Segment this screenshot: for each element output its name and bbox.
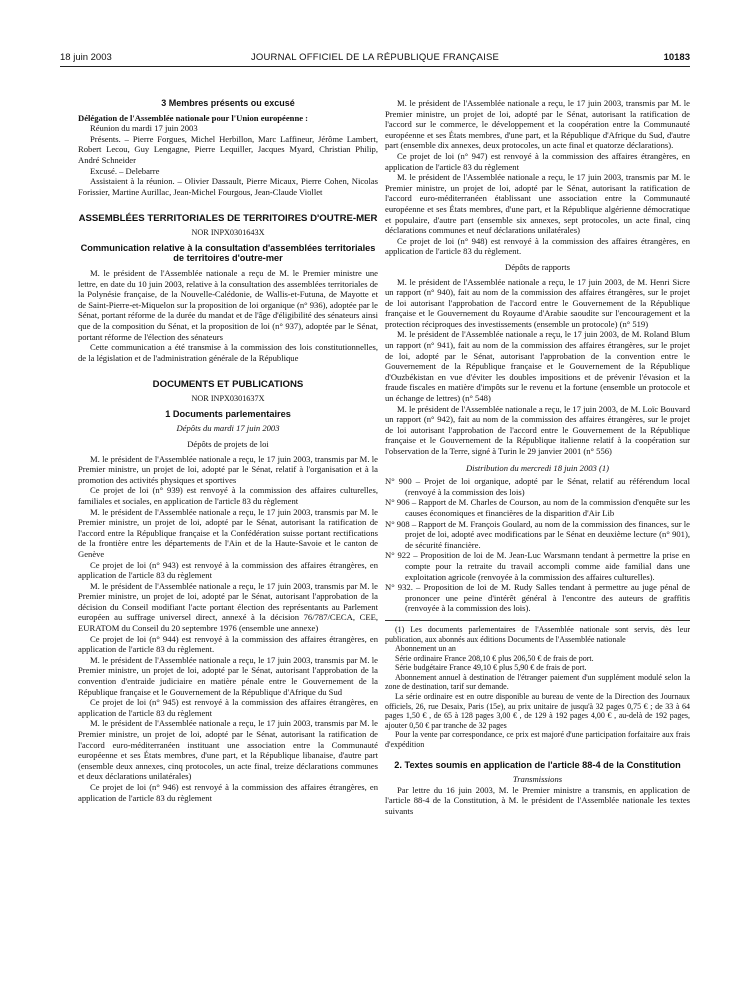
- footnote-text: Pour la vente par correspondance, ce prix est majoré d'une participation forfaitaire aux frais d'expédition: [385, 730, 690, 750]
- paragraph: Ce projet de loi (n° 948) est renvoyé à la commission des affaires étrangères, en application de l'article 83 du règlement.: [385, 235, 690, 257]
- footnote: [385, 620, 690, 750]
- footnote-text: Abonnement un an: [395, 644, 456, 654]
- paragraph: M. le président de l'Assemblée nationale a reçu, le 17 juin 2003, de M. Loïc Bouvard un rapport (n° 942), fait au nom de la commission des affaires étrangères, sur le projet de loi autorisant l'approbation de l'accord entre le Gouvernement de la République française et le Gouvernement de la République italienne relatif à la coopération sur l'observation de la Terre, signé à Turin le 29 janvier 2001 (n° 556): [385, 403, 690, 456]
- paragraph: Ce projet de loi (n° 947) est renvoyé à la commission des affaires étrangères, en application de l'article 83 du règlement: [385, 150, 690, 172]
- left-column: [78, 98, 378, 803]
- subsection-title-parliamentary: 1 Documents parlementaires: [165, 408, 291, 419]
- paragraph: Par lettre du 16 juin 2003, M. le Premier ministre a transmis, en application de l'article 88-4 de la Constitution, à M. le président de l'Assemblée nationale les textes suivants: [385, 784, 690, 816]
- header-rule: [60, 66, 690, 67]
- reports-heading: Dépôts de rapports: [505, 261, 570, 272]
- paragraph: Ce projet de loi (n° 946) est renvoyé à la commission des affaires étrangères, en application de l'article 83 du règlement: [78, 781, 378, 803]
- present-members: Présents. – Pierre Forgues, Michel Herbillon, Marc Laffineur, Jérôme Lambert, Robert Lecou, Guy Lengagne, Pierre Lequiller, Jacques Myard, Christian Philip, André Schneider: [78, 133, 378, 165]
- distribution-list: [385, 476, 690, 614]
- footnote-text: La série ordinaire est en outre disponible au bureau de vente de la Direction des Journaux officiels, 26, rue Desaix, Paris (15e), au prix unitaire de jusqu'à 32 pages 0,75 € ; de 33 à 64 pages 1,50 € , de 65 à 128 pages 3,00 € , de 129 à 192 pages 4,00 € , au-delà de 192 pages, ajouter 0,50 € par tranche de 32 pages: [385, 692, 690, 730]
- footnote-text: (1) Les documents parlementaires de l'Assemblée nationale sont servis, dès leur publication, aux abonnés aux éditions Documents de l'Assemblée nationale: [385, 624, 690, 644]
- journal-title: JOURNAL OFFICIEL DE LA RÉPUBLIQUE FRANÇAISE: [250, 52, 500, 63]
- transmissions-heading: Transmissions: [512, 774, 563, 785]
- paragraph: M. le président de l'Assemblée nationale a reçu, le 17 juin 2003, transmis par M. le Premier ministre, un projet de loi, adopté par le Sénat, autorisant la ratification de l'accord sur le commerce, le développement et la coopération entre la Communauté européenne et ses États membres, d'une part, et la République d'Afrique du Sud, d'autre part (ensemble dix annexes, deux protocoles, un acte final et quatorze déclarations).: [385, 98, 690, 151]
- distribution-heading: Distribution du mercredi 18 juin 2003 (1): [465, 462, 610, 473]
- header-date: 18 juin 2003: [60, 52, 112, 63]
- list-item: N° 906 – Rapport de M. Charles de Courson, au nom de la commission d'enquête sur les causes économiques et financières de la disparition d'Air Lib: [385, 497, 690, 518]
- delegation-heading: Délégation de l'Assemblée nationale pour l'Union européenne :: [78, 112, 309, 123]
- nor-reference: NOR INPX0301637X: [191, 394, 265, 404]
- meeting-date: Réunion du mardi 17 juin 2003: [90, 123, 198, 134]
- list-item: N° 932. – Proposition de loi de M. Rudy Salles tendant à permettre au juge pénal de prononcer une peine d'intérêt général à l'encontre des auteurs de graffitis (renvoyée à la commission des lois).: [385, 582, 690, 614]
- paragraph: M. le président de l'Assemblée nationale a reçu, le 17 juin 2003, transmis par M. le Premier ministre, un projet de loi, adopté par le Sénat, relatif à l'organisation et à la promotion des activités physiques et sportives: [78, 453, 378, 485]
- paragraph: M. le président de l'Assemblée nationale a reçu, le 17 juin 2003, de M. Roland Blum un rapport (n° 941), fait au nom de la commission des affaires étrangères, sur le projet de loi, adopté par le Sénat, autorisant l'approbation de la convention entre le Gouvernement de la République française et le Gouvernement de la République d'Ouzbékistan en vue d'éviter les doubles impositions et de prévenir l'évasion et la fraude fiscales en matière d'impôts sur le revenu et la fortune (ensemble un protocole et un échange de lettres) (n° 548): [385, 329, 690, 404]
- paragraph: M. le président de l'Assemblée nationale a reçu, le 17 juin 2003, de M. Henri Sicre un rapport (n° 940), fait au nom de la commission des affaires étrangères, sur le projet de loi autorisant l'approbation de l'accord entre le Gouvernement de la République française et le Gouvernement du Royaume d'Arabie saoudite sur l'encouragement et la protection réciproques des investissements (ensemble un protocole) (n° 519): [385, 276, 690, 329]
- section-title-territorial: ASSEMBLÉES TERRITORIALES DE TERRITOIRES D'OUTRE-MER: [78, 213, 378, 225]
- paragraph: M. le président de l'Assemblée nationale a reçu, le 17 juin 2003, transmis par M. le Premier ministre, un projet de loi, adopté par le Sénat, autorisant la ratification de l'accord euro-méditerranéen instituant une association entre la Communauté européenne et ses États membres, d'une part, et la République libanaise, d'autre part (ensemble deux annexes, cinq protocoles, un acte final, treize déclarations communes et deux déclarations unilatérales): [78, 718, 378, 782]
- section-title-members: 3 Membres présents ou excusé: [161, 98, 295, 108]
- page-number: 10183: [663, 52, 690, 63]
- list-item: N° 922 – Proposition de loi de M. Jean-Luc Warsmann tendant à permettre la prise en compte pour la retraite du travail accompli comme aide familial dans une exploitation agricole (renvoyée à la commission des affaires culturelles).: [385, 550, 690, 582]
- deposit-heading: Dépôts de projets de loi: [187, 438, 269, 449]
- paragraph: M. le président de l'Assemblée nationale a reçu, le 17 juin 2003, transmis par M. le Premier ministre, un projet de loi, adopté par le Sénat, autorisant la ratification de l'accord euro-méditerranéen établissant une association entre la Communauté européenne et ses États membres, d'une part, et la République algérienne démocratique et populaire, d'autre part (ensemble six annexes, sept protocoles, un acte final, cinq déclarations communes et neuf déclarations unilatérales): [385, 172, 690, 236]
- paragraph: Ce projet de loi (n° 944) est renvoyé à la commission des affaires étrangères, en application de l'article 83 du règlement.: [78, 633, 378, 655]
- excused-members: Excusé. – Delebarre: [90, 165, 160, 176]
- paragraph: M. le président de l'Assemblée nationale a reçu de M. le Premier ministre une lettre, en date du 10 juin 2003, relative à la consultation des assemblées territoriales de la Polynésie française, de la Nouvelle-Calédonie, de Wallis-et-Futuna, de Mayotte et de Saint-Pierre-et-Miquelon sur la proposition de loi organique (n° 936), adoptée par le Sénat, portant réforme de la durée du mandat et de l'âge d'éligibilité des sénateurs ainsi que de la composition du Sénat, et la proposition de loi (n° 937), adoptée par le Sénat, portant réforme de l'élection des sénateurs: [78, 267, 378, 342]
- nor-reference: NOR INPX0301643X: [191, 228, 265, 238]
- list-item: N° 900 – Projet de loi organique, adopté par le Sénat, relatif au référendum local (renvoyé à la commission des lois): [385, 476, 690, 497]
- paragraph: M. le président de l'Assemblée nationale a reçu, le 17 juin 2003, transmis par M. le Premier ministre, un projet de loi, adopté par le Sénat, autorisant la ratification de l'accord entre la République française et la Confédération suisse portant rectifications de la frontière entre les départements de l'Ain et de la Haute-Savoie et le canton de Genève: [78, 506, 378, 559]
- paragraph: Cette communication a été transmise à la commission des lois constitutionnelles, de la législation et de l'administration générale de la République: [78, 342, 378, 363]
- section-title-texts: 2. Textes soumis en application de l'article 88-4 de la Constitution: [394, 759, 681, 770]
- paragraph: M. le président de l'Assemblée nationale a reçu, le 17 juin 2003, transmis par M. le Premier ministre, un projet de loi, adopté par le Sénat, autorisant l'approbation de la décision du Conseil modifiant l'acte portant élection des représentants au Parlement européen au suffrage universel direct, annexé à la décision 76/787/CECA, CEE, EURATOM du Conseil du 20 septembre 1976 (ensemble une annexe): [78, 580, 378, 634]
- footnote-text: Abonnement annuel à destination de l'étranger paiement d'un supplément modulé selon la zone de destination, tarif sur demande.: [385, 672, 690, 692]
- footnote-text: Série ordinaire France 208,10 € plus 206,50 € de frais de port.: [395, 653, 594, 663]
- deposit-date: Dépôts du mardi 17 juin 2003: [176, 423, 280, 434]
- subsection-title-communication: Communication relative à la consultation d'assemblées territoriales de territoires d'outre-mer: [80, 242, 376, 264]
- page-header: [60, 52, 690, 66]
- paragraph: Ce projet de loi (n° 945) est renvoyé à la commission des affaires étrangères, en application de l'article 83 du règlement: [78, 697, 378, 718]
- section-title-documents: DOCUMENTS ET PUBLICATIONS: [152, 379, 304, 391]
- right-column: [385, 98, 690, 817]
- paragraph: M. le président de l'Assemblée nationale a reçu, le 17 juin 2003, transmis par M. le Premier ministre, un projet de loi, adopté par le Sénat, autorisant l'approbation de la convention d'entraide judiciaire en matière pénale entre le Gouvernement de la République française et le Gouvernement de la République d'Afrique du Sud: [78, 654, 378, 697]
- paragraph: Ce projet de loi (n° 943) est renvoyé à la commission des affaires étrangères, en application de l'article 83 du règlement: [78, 559, 378, 581]
- attending-members: Assistaient à la réunion. – Olivier Dassault, Pierre Micaux, Pierre Cohen, Nicolas Forissier, Martine Aurillac, Jean-Michel Fourgous, Jean-Claude Viollet: [78, 176, 378, 197]
- list-item: N° 908 – Rapport de M. François Goulard, au nom de la commission des finances, sur le projet de loi, adopté avec modifications par le Sénat en deuxième lecture (n° 901), de sécurité financière.: [385, 518, 690, 550]
- paragraph: Ce projet de loi (n° 939) est renvoyé à la commission des affaires culturelles, familiales et sociales, en application de l'article 83 du règlement: [78, 485, 378, 506]
- footnote-text: Série budgétaire France 49,10 € plus 5,90 € de frais de port.: [395, 663, 587, 673]
